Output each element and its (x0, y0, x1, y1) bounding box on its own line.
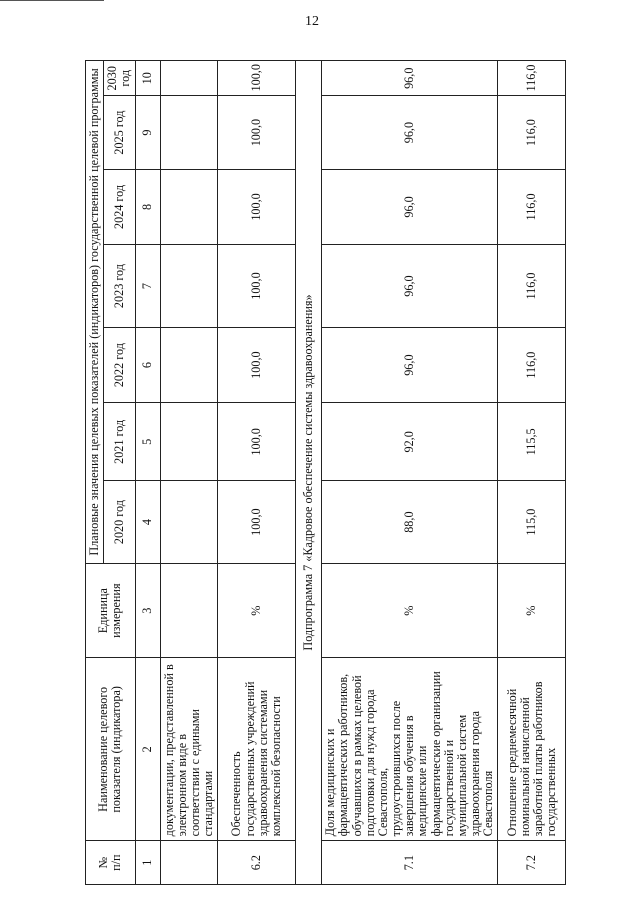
section-title: Подпрограмма 7 «Кадровое обеспечение системы здравоохранения» (296, 61, 322, 885)
page-number: 12 (305, 14, 319, 29)
column-number: 6 (135, 327, 160, 403)
table-row (218, 61, 296, 885)
header-num: № п/п (86, 841, 136, 885)
row-value: 116,0 (498, 327, 566, 403)
row-value: 96,0 (322, 327, 498, 403)
header-year: 2024 год (104, 169, 135, 245)
row-value (160, 96, 218, 169)
row-value (160, 61, 218, 96)
row-value (160, 403, 218, 481)
section-row (296, 61, 322, 885)
column-number: 3 (135, 563, 160, 657)
top-rule (0, 0, 104, 1)
header-year: 2030 год (104, 61, 135, 96)
row-value: 96,0 (322, 169, 498, 245)
column-number: 4 (135, 481, 160, 564)
row-unit: % (322, 563, 498, 657)
column-number: 2 (135, 658, 160, 841)
row-value: 115,5 (498, 403, 566, 481)
row-name: Обеспеченность государственных учреждений здравоохранения системами комплексной безопасности (218, 658, 296, 841)
header-year: 2025 год (104, 96, 135, 169)
row-value: 92,0 (322, 403, 498, 481)
column-number: 7 (135, 245, 160, 328)
row-value (160, 327, 218, 403)
row-value: 100,0 (218, 481, 296, 564)
table-row (160, 61, 218, 885)
row-num: 7.2 (498, 841, 566, 885)
header-year: 2021 год (104, 403, 135, 481)
row-value: 96,0 (322, 61, 498, 96)
column-number: 8 (135, 169, 160, 245)
header-year: 2020 год (104, 481, 135, 564)
indicators-table (85, 60, 566, 885)
row-value: 116,0 (498, 245, 566, 328)
table-row (322, 61, 498, 885)
row-value: 100,0 (218, 96, 296, 169)
header-year: 2023 год (104, 245, 135, 328)
row-value: 116,0 (498, 61, 566, 96)
column-number: 9 (135, 96, 160, 169)
header-year: 2022 год (104, 327, 135, 403)
row-unit: % (498, 563, 566, 657)
header-name: Наименование целевого показателя (индикатора) (86, 658, 136, 841)
column-number: 10 (135, 61, 160, 96)
row-num: 7.1 (322, 841, 498, 885)
row-value (160, 481, 218, 564)
row-value: 100,0 (218, 403, 296, 481)
row-value (160, 169, 218, 245)
row-value (160, 245, 218, 328)
row-value: 115,0 (498, 481, 566, 564)
row-name: Отношение среднемесячной номинальной начисленной заработной платы работников государственных (498, 658, 566, 841)
row-value: 100,0 (218, 169, 296, 245)
row-unit: % (218, 563, 296, 657)
header-unit: Единица измерения (86, 563, 136, 657)
row-value: 116,0 (498, 96, 566, 169)
table-row (498, 61, 566, 885)
row-value: 96,0 (322, 96, 498, 169)
header-group: Плановые значения целевых показателей (индикаторов) государственной целевой программы (86, 61, 104, 564)
row-value: 96,0 (322, 245, 498, 328)
row-value: 116,0 (498, 169, 566, 245)
row-name: документации, представленной в электронном виде в соответствии с едиными стандартами (160, 658, 218, 841)
row-num: 6.2 (218, 841, 296, 885)
column-number: 1 (135, 841, 160, 885)
row-name: Доля медицинских и фармацевтических работников, обучавшихся в рамках целевой подготовки для нужд города Севастополя, трудоустроившихся после завершения обучения в медицинские или фармацевтические организации государственной и муниципальной систем здравоохранения города Севастополя (322, 658, 498, 841)
rotated-table-container (85, 60, 579, 885)
column-number-row (135, 61, 160, 885)
row-value: 100,0 (218, 61, 296, 96)
header-row-1 (86, 61, 104, 885)
row-unit (160, 563, 218, 657)
column-number: 5 (135, 403, 160, 481)
row-value: 88,0 (322, 481, 498, 564)
row-num (160, 841, 218, 885)
row-value: 100,0 (218, 327, 296, 403)
row-value: 100,0 (218, 245, 296, 328)
